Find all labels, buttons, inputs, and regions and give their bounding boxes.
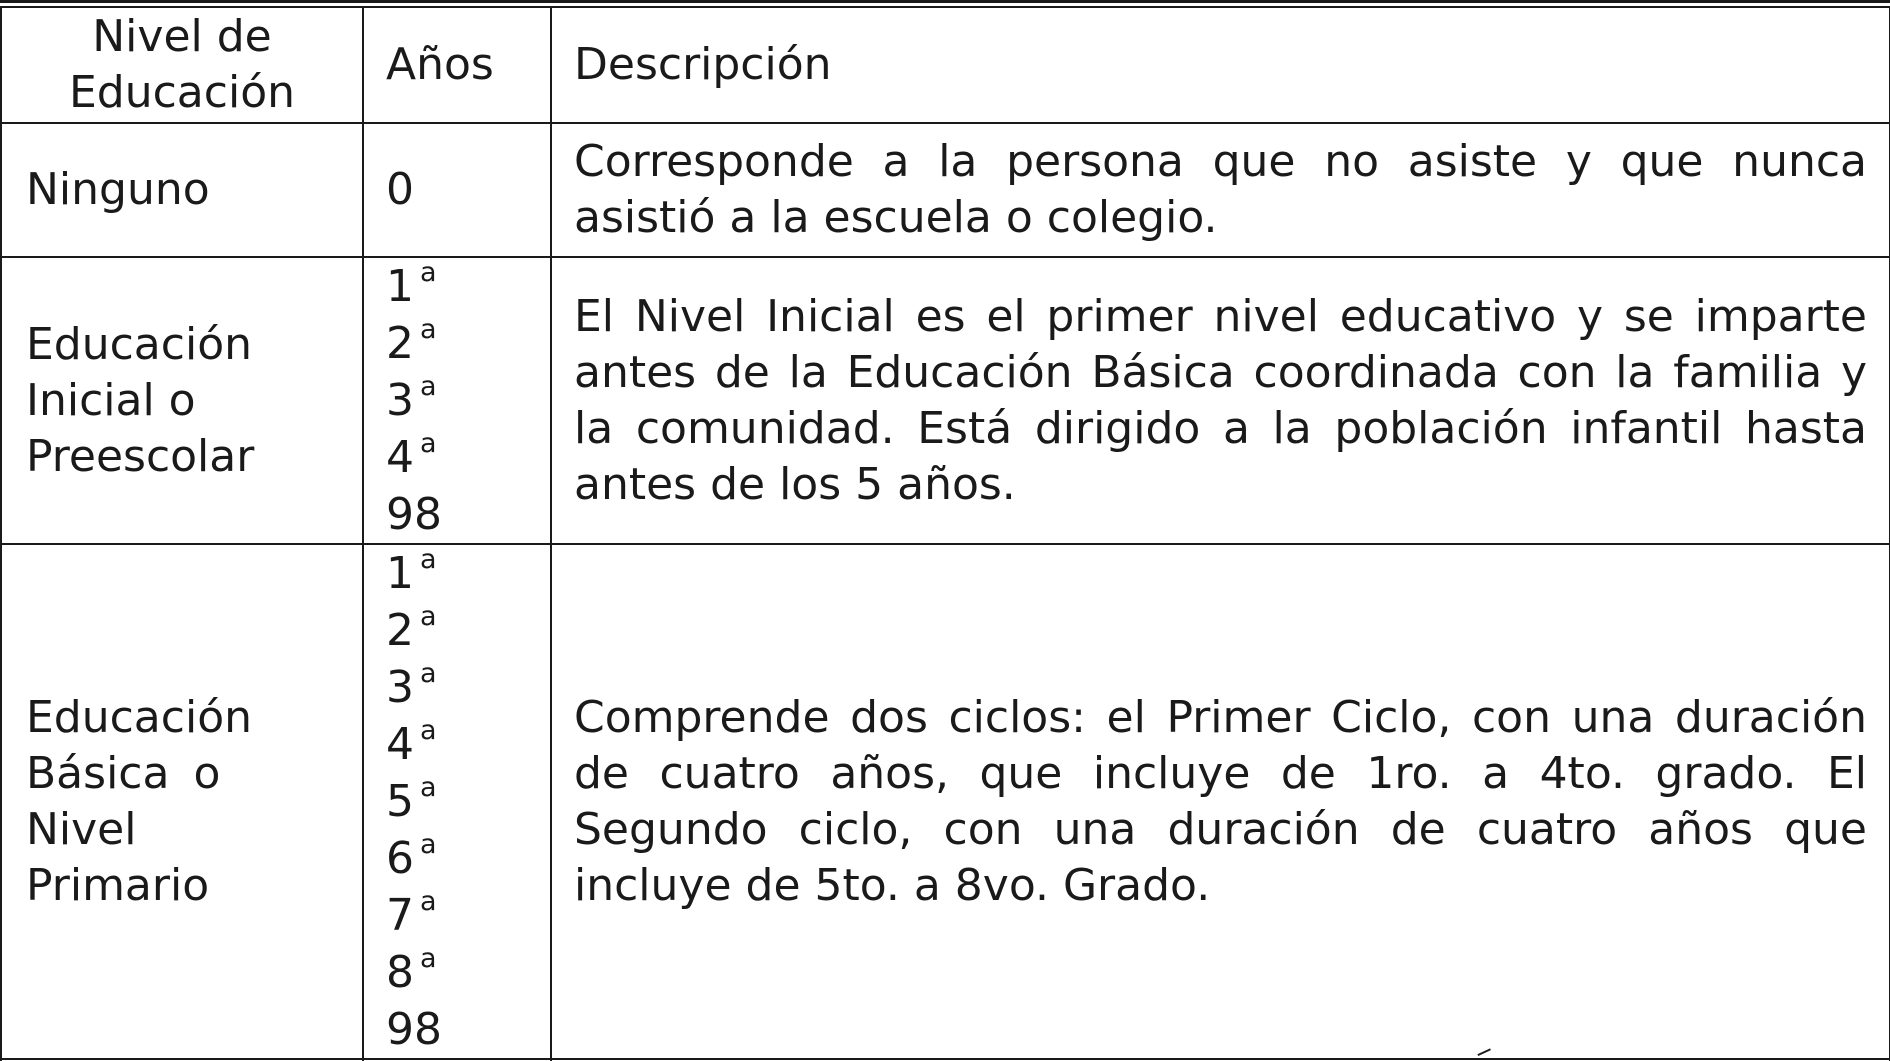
year-number: 98	[386, 489, 442, 540]
year-number: 3	[386, 662, 414, 713]
nivel-line: Preescolar	[26, 430, 255, 482]
table-header-row	[1, 7, 1890, 123]
years-list	[386, 258, 550, 543]
anos-cell	[363, 257, 551, 544]
year-ordinal-suffix: a	[420, 544, 437, 576]
anos-cell	[363, 544, 551, 1059]
year-item	[386, 830, 550, 887]
descripcion-cell: El Nivel Inicial es el primer nivel educativo y se imparte antes de la Educación Básica coordinada con la familia y la comunidad. Está dirigido a la población infantil hasta antes de los 5 años.	[551, 257, 1890, 544]
year-number: 4	[386, 719, 414, 770]
descripcion-cell: Comprende dos ciclos: el Primer Ciclo, con una duración de cuatro años, que incluye de 1ro. a 4to. grado. El Segundo ciclo, con una duración de cuatro años que incluye de 5to. a 8vo. Grado.	[551, 544, 1890, 1059]
year-item	[386, 1001, 550, 1058]
year-item	[386, 944, 550, 1001]
nivel-line: Inicial o	[26, 374, 196, 426]
header-anos: Años	[363, 7, 551, 123]
anos-cell	[363, 123, 551, 257]
year-ordinal-suffix: a	[420, 428, 437, 460]
year-ordinal-suffix: a	[420, 829, 437, 861]
descripcion-cell: Corresponde a la persona que no asiste y que nunca asistió a la escuela o colegio.	[551, 123, 1890, 257]
nivel-cell: Ninguno	[1, 123, 363, 257]
year-value: 0	[386, 164, 414, 215]
year-number: 2	[386, 605, 414, 656]
year-number: 7	[386, 890, 414, 941]
year-number: 98	[386, 1004, 442, 1055]
year-number: 2	[386, 318, 414, 369]
top-border-rule	[0, 0, 1890, 3]
year-number: 4	[386, 432, 414, 483]
year-ordinal-suffix: a	[420, 257, 437, 289]
nivel-cell	[1, 544, 363, 1059]
year-item	[386, 545, 550, 602]
header-nivel-line-1: Nivel de	[92, 11, 272, 62]
year-item	[386, 429, 550, 486]
year-number: 1	[386, 548, 414, 599]
year-number: 6	[386, 833, 414, 884]
year-ordinal-suffix: a	[420, 772, 437, 804]
table-row-ninguno	[1, 123, 1890, 257]
year-item	[386, 773, 550, 830]
table-row-educacion-basica	[1, 544, 1890, 1059]
header-nivel-line-2: Educación	[69, 67, 295, 118]
nivel-cell	[1, 257, 363, 544]
table-row-educacion-inicial	[1, 257, 1890, 544]
year-item	[386, 887, 550, 944]
year-item	[386, 315, 550, 372]
year-item	[386, 716, 550, 773]
nivel-line: Educación	[26, 691, 252, 743]
year-ordinal-suffix: a	[420, 601, 437, 633]
year-item	[386, 659, 550, 716]
year-number: 3	[386, 375, 414, 426]
education-levels-table	[0, 6, 1890, 1061]
nivel-line: Básica o Nivel	[26, 747, 221, 855]
year-item	[386, 486, 550, 543]
header-descripcion: Descripción	[551, 7, 1890, 123]
year-item	[386, 258, 550, 315]
year-number: 8	[386, 947, 414, 998]
year-ordinal-suffix: a	[420, 943, 437, 975]
year-ordinal-suffix: a	[420, 715, 437, 747]
nivel-line: Primario	[26, 859, 210, 911]
year-number: 1	[386, 261, 414, 312]
years-list	[386, 545, 550, 1058]
nivel-line: Educación	[26, 318, 252, 370]
year-ordinal-suffix: a	[420, 658, 437, 690]
year-ordinal-suffix: a	[420, 371, 437, 403]
year-ordinal-suffix: a	[420, 314, 437, 346]
year-item	[386, 372, 550, 429]
year-ordinal-suffix: a	[420, 886, 437, 918]
header-nivel-educacion	[1, 7, 363, 123]
year-item	[386, 602, 550, 659]
year-number: 5	[386, 776, 414, 827]
